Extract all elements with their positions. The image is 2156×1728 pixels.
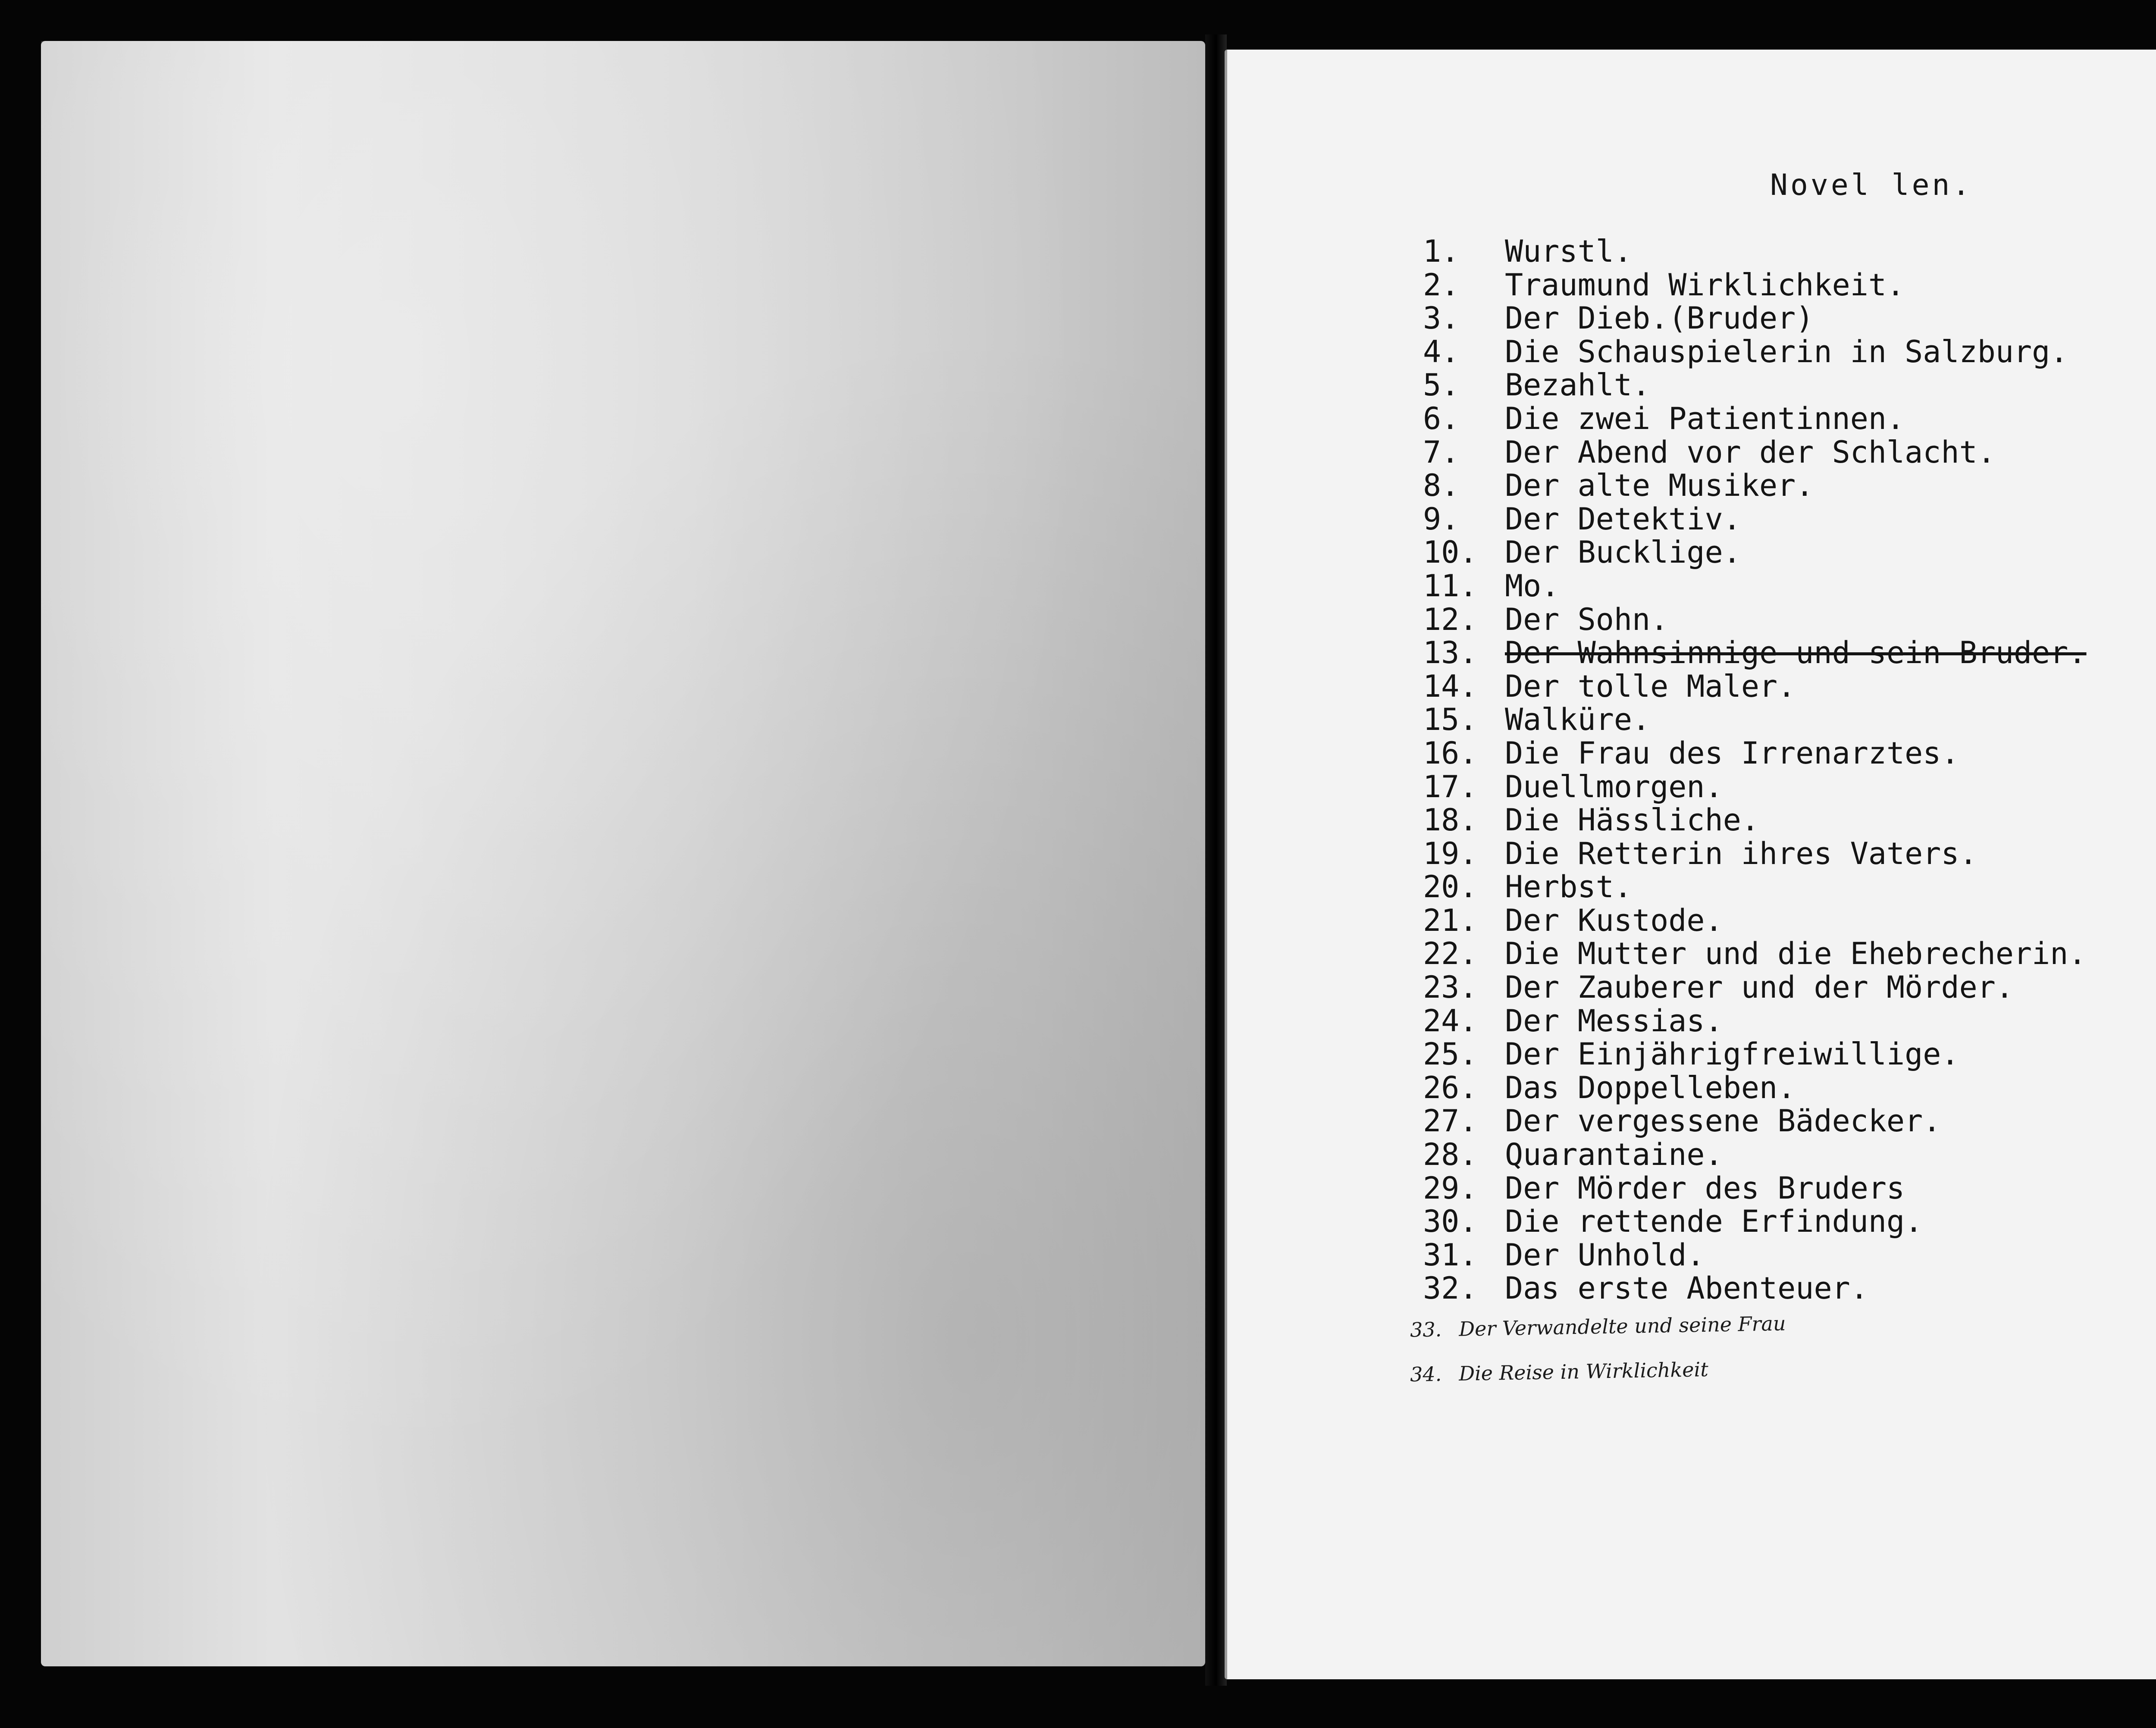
item-number: 3. xyxy=(1423,301,1460,336)
item-title: Die zwei Patientinnen. xyxy=(1505,401,1905,436)
item-number: 10. xyxy=(1423,535,1478,570)
handwritten-number: 34. xyxy=(1410,1362,1442,1387)
item-number: 8. xyxy=(1423,468,1460,504)
list-item xyxy=(1423,269,2087,302)
item-title: Herbst. xyxy=(1505,869,1633,905)
list-item xyxy=(1423,636,2087,670)
item-number: 9. xyxy=(1423,501,1460,537)
item-number: 28. xyxy=(1423,1137,1478,1173)
item-number: 15. xyxy=(1423,702,1478,738)
list-item xyxy=(1423,1272,2087,1305)
novel-list xyxy=(1423,235,2087,1305)
list-item xyxy=(1423,402,2087,436)
item-title: Die rettende Erfindung. xyxy=(1505,1204,1923,1240)
item-title: Bezahlt. xyxy=(1505,367,1651,403)
item-title: Der Wahnsinnige und sein Bruder. xyxy=(1505,635,2087,671)
item-title: Der Zauberer und der Mörder. xyxy=(1505,970,2014,1005)
item-title: Die Hässliche. xyxy=(1505,802,1760,838)
list-item xyxy=(1423,737,2087,770)
item-number: 16. xyxy=(1423,735,1478,771)
list-item xyxy=(1423,870,2087,904)
item-number: 23. xyxy=(1423,970,1478,1005)
list-item xyxy=(1423,770,2087,804)
list-item xyxy=(1423,603,2087,637)
list-item xyxy=(1423,503,2087,536)
item-number: 29. xyxy=(1423,1170,1478,1206)
list-item xyxy=(1423,1138,2087,1172)
list-item xyxy=(1423,837,2087,871)
item-title: Die Schauspielerin in Salzburg. xyxy=(1505,334,2068,369)
list-item xyxy=(1423,937,2087,971)
list-item xyxy=(1423,1205,2087,1239)
item-number: 32. xyxy=(1423,1271,1478,1306)
handwritten-number: 33. xyxy=(1410,1318,1442,1342)
item-number: 24. xyxy=(1423,1003,1478,1039)
item-title: Der Mörder des Bruders xyxy=(1505,1170,1905,1206)
list-item xyxy=(1423,436,2087,470)
list-item xyxy=(1423,536,2087,570)
list-item xyxy=(1423,1005,2087,1038)
item-title: Die Retterin ihres Vaters. xyxy=(1505,836,1977,871)
book-gutter xyxy=(1205,34,1227,1686)
item-number: 2. xyxy=(1423,267,1460,303)
item-number: 20. xyxy=(1423,869,1478,905)
item-number: 26. xyxy=(1423,1070,1478,1105)
item-number: 4. xyxy=(1423,334,1460,369)
item-title: Der Detektiv. xyxy=(1505,501,1741,537)
item-number: 19. xyxy=(1423,836,1478,871)
item-title: Quarantaine. xyxy=(1505,1137,1723,1173)
item-title: Die Mutter und die Ehebrecherin. xyxy=(1505,936,2087,972)
list-item xyxy=(1423,1239,2087,1272)
item-title: Der Bucklige. xyxy=(1505,535,1741,570)
list-item xyxy=(1423,804,2087,837)
item-title: Die Frau des Irrenarztes. xyxy=(1505,735,1959,771)
list-item xyxy=(1423,904,2087,938)
item-number: 22. xyxy=(1423,936,1478,972)
list-item xyxy=(1423,1105,2087,1138)
list-item xyxy=(1423,1071,2087,1105)
list-item xyxy=(1423,235,2087,269)
list-item xyxy=(1423,302,2087,335)
item-title: Duellmorgen. xyxy=(1505,769,1723,805)
handwritten-text: Der Verwandelte und seine Frau xyxy=(1458,1312,1786,1341)
item-title: Der vergessene Bädecker. xyxy=(1505,1103,1941,1139)
item-number: 17. xyxy=(1423,769,1478,805)
item-number: 6. xyxy=(1423,401,1460,436)
item-number: 25. xyxy=(1423,1036,1478,1072)
paper-stain xyxy=(41,41,1205,1666)
list-item xyxy=(1423,670,2087,704)
item-number: 11. xyxy=(1423,568,1478,604)
list-item xyxy=(1423,369,2087,402)
item-title: Der tolle Maler. xyxy=(1505,668,1796,704)
list-item xyxy=(1423,570,2087,603)
list-item xyxy=(1423,1172,2087,1205)
item-number: 1. xyxy=(1423,234,1460,269)
list-item xyxy=(1423,335,2087,369)
item-title: Traumund Wirklichkeit. xyxy=(1505,267,1905,303)
item-number: 27. xyxy=(1423,1103,1478,1139)
item-title: Das Doppelleben. xyxy=(1505,1070,1796,1105)
item-title: Der Messias. xyxy=(1505,1003,1723,1039)
item-title: Mo. xyxy=(1505,568,1560,604)
item-title: Der Abend vor der Schlacht. xyxy=(1505,434,1996,470)
item-number: 31. xyxy=(1423,1237,1478,1273)
item-title: Der Unhold. xyxy=(1505,1237,1705,1273)
item-number: 7. xyxy=(1423,434,1460,470)
item-number: 21. xyxy=(1423,902,1478,938)
page-title: Novel len. xyxy=(1770,168,1973,202)
list-item xyxy=(1423,971,2087,1005)
item-number: 18. xyxy=(1423,802,1478,838)
item-title: Der alte Musiker. xyxy=(1505,468,1814,504)
item-number: 14. xyxy=(1423,668,1478,704)
item-number: 13. xyxy=(1423,635,1478,671)
item-number: 5. xyxy=(1423,367,1460,403)
handwritten-text: Die Reise in Wirklichkeit xyxy=(1458,1357,1709,1386)
item-title: Der Kustode. xyxy=(1505,902,1723,938)
item-title: Der Dieb.(Bruder) xyxy=(1505,301,1814,336)
item-number: 30. xyxy=(1423,1204,1478,1240)
item-title: Der Einjährigfreiwillige. xyxy=(1505,1036,1959,1072)
list-item xyxy=(1423,703,2087,737)
item-title: Der Sohn. xyxy=(1505,601,1669,637)
list-item xyxy=(1423,1038,2087,1071)
item-number: 12. xyxy=(1423,601,1478,637)
list-item xyxy=(1423,469,2087,503)
item-title: Das erste Abenteuer. xyxy=(1505,1271,1868,1306)
left-page xyxy=(41,41,1205,1666)
item-title: Wurstl. xyxy=(1505,234,1633,269)
item-title: Walküre. xyxy=(1505,702,1651,738)
